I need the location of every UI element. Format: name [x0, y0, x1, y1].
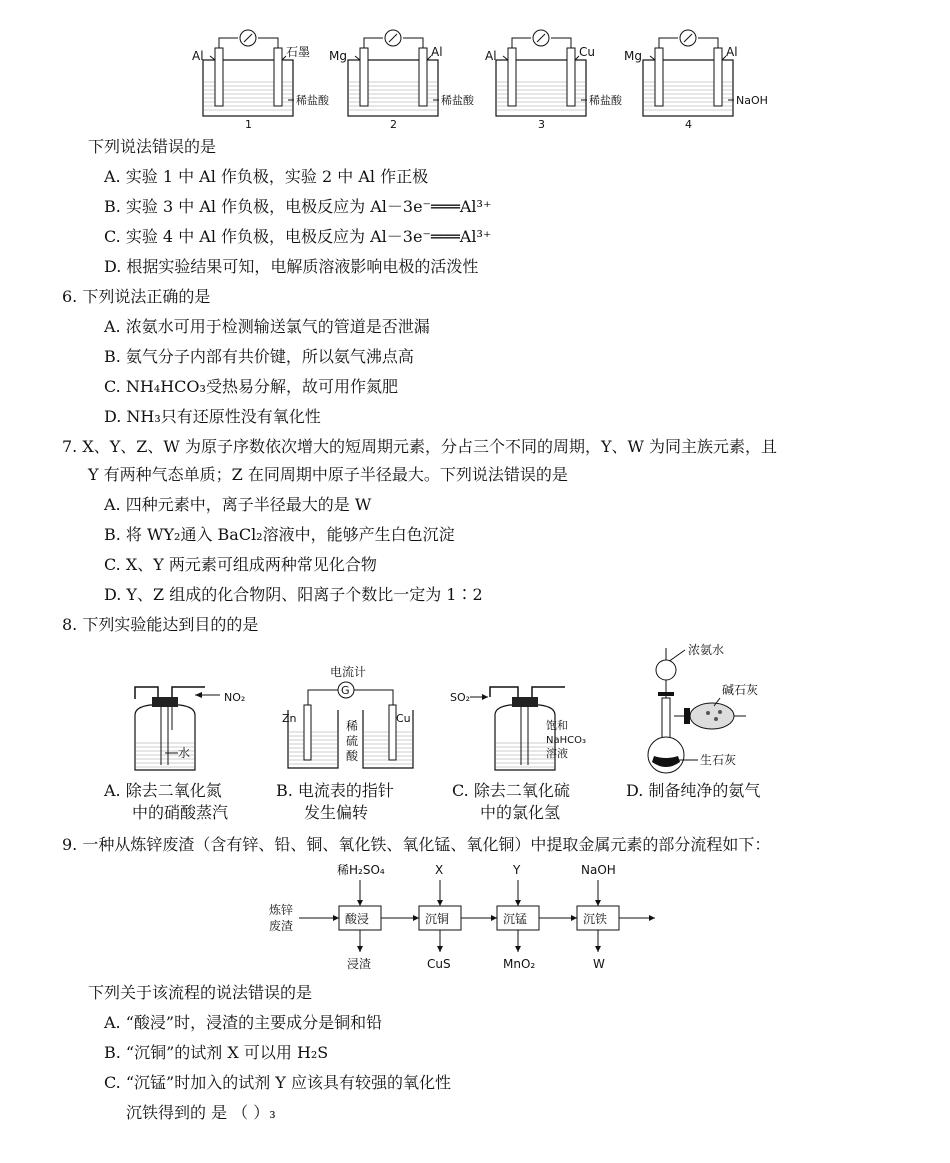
- q8-caption-c-line2: 中的氯化氢: [480, 803, 561, 822]
- q8-caption-a-line2: 中的硝酸蒸汽: [132, 803, 229, 822]
- q8c-gas-label: SO₂: [450, 691, 471, 704]
- flow-input-line2: 废渣: [269, 919, 294, 933]
- cell-4: [624, 30, 768, 131]
- q8-caption-b-line2: 发生偏转: [304, 803, 369, 822]
- cell-3-solution: 稀盐酸: [589, 94, 622, 107]
- q5-option-b: B. 实验 3 中 Al 作负极，电极反应为 Al－3e⁻═══Al³⁺: [104, 197, 492, 216]
- q8b-meter-label: 电流计: [330, 665, 367, 679]
- q6-stem: 6. 下列说法正确的是: [62, 287, 211, 306]
- flow-reagent-1: 稀H₂SO₄: [337, 863, 385, 877]
- cell-4-number: 4: [685, 118, 692, 131]
- top-figure-galvanic-cells: [170, 30, 768, 131]
- q8-caption-d-line1: D. 制备纯净的氨气: [626, 781, 761, 800]
- q5-stem: 下列说法错误的是: [88, 137, 217, 156]
- cell-2-left-label: Mg: [329, 49, 347, 63]
- flow-reagent-3: Y: [513, 863, 521, 877]
- q5-option-c: C. 实验 4 中 Al 作负极，电极反应为 Al－3e⁻═══Al³⁺: [104, 227, 492, 246]
- flow-reagent-2: X: [435, 863, 444, 877]
- cell-3-right-label: Cu: [579, 45, 595, 59]
- q9-stem2: 下列关于该流程的说法错误的是: [88, 983, 313, 1002]
- q8d-bottom-label: 生石灰: [700, 753, 737, 767]
- q8b-right-electrode: Cu: [396, 712, 411, 725]
- q8b-left-electrode: Zn: [282, 712, 297, 725]
- q6-option-c: C. NH₄HCO₃受热易分解，故可用作氮肥: [104, 377, 398, 396]
- q9-option-a: A. “酸浸”时，浸渣的主要成分是铜和铅: [104, 1013, 383, 1032]
- q6-option-d: D. NH₃只有还原性没有氧化性: [104, 407, 321, 426]
- q8d-side-label: 碱石灰: [722, 683, 759, 697]
- q8c-liquid-line1: 饱和: [546, 719, 568, 732]
- cell-3: [485, 30, 623, 131]
- flow-input-line1: 炼锌: [269, 903, 294, 917]
- q8-figure-c: [450, 685, 590, 775]
- flow-reagent-4: NaOH: [581, 863, 616, 877]
- cell-1: [192, 30, 330, 131]
- q6-option-b: B. 氨气分子内部有共价键，所以氨气沸点高: [104, 347, 414, 366]
- q8d-top-label: 浓氨水: [688, 643, 725, 657]
- q8-figure-b: [278, 660, 418, 775]
- q9-option-c: C. “沉锰”时加入的试剂 Y 应该具有较强的氧化性: [104, 1073, 451, 1092]
- q8-caption-a-line1: A. 除去二氧化氮: [104, 781, 222, 800]
- cell-1-left-label: Al: [192, 49, 204, 63]
- q7-stem-line1: 7. X、Y、Z、W 为原子序数依次增大的短周期元素，分占三个不同的周期，Y、W 为同主族元素，且: [62, 437, 778, 456]
- q8c-liquid-line2: NaHCO₃: [546, 735, 586, 746]
- cell-2-right-label: Al: [431, 45, 443, 59]
- flow-step-1-label: 酸浸: [345, 912, 370, 926]
- cell-3-number: 3: [538, 118, 545, 131]
- q8a-liquid-label: 水: [178, 746, 191, 760]
- q8-caption-c-line1: C. 除去二氧化硫: [452, 781, 570, 800]
- flow-product-2: CuS: [427, 957, 451, 971]
- cell-3-left-label: Al: [485, 49, 497, 63]
- cell-1-solution: 稀盐酸: [296, 94, 329, 107]
- q8a-gas-label: NO₂: [224, 691, 246, 704]
- q8-caption-b-line1: B. 电流表的指针: [276, 781, 394, 800]
- cell-1-right-label: 石墨: [286, 45, 311, 59]
- q9-flowchart: [265, 860, 660, 972]
- q5-option-d: D. 根据实验结果可知，电解质溶液影响电极的活泼性: [104, 257, 479, 276]
- q9-stem: 9. 一种从炼锌废渣（含有锌、铅、铜、氧化铁、氧化锰、氧化铜）中提取金属元素的部分流程如下：: [62, 835, 771, 854]
- q9-option-b: B. “沉铜”的试剂 X 可以用 H₂S: [104, 1043, 329, 1062]
- q9-partial-line: 沉铁得到的 是 （ ）₃: [126, 1103, 276, 1122]
- q5-option-a: A. 实验 1 中 Al 作负极，实验 2 中 Al 作正极: [104, 167, 429, 186]
- q8-figure-d: [630, 640, 775, 775]
- cell-2-solution: 稀盐酸: [441, 94, 474, 107]
- q7-option-a: A. 四种元素中，离子半径最大的是 W: [104, 495, 372, 514]
- flow-step-2-label: 沉铜: [425, 912, 450, 926]
- q8c-liquid-line3: 溶液: [546, 747, 568, 760]
- q7-option-d: D. Y、Z 组成的化合物阴、阳离子个数比一定为 1∶2: [104, 585, 483, 604]
- flow-step-4-label: 沉铁: [583, 912, 608, 926]
- q8b-acid-char2: 硫: [346, 734, 359, 748]
- q7-option-c: C. X、Y 两元素可组成两种常见化合物: [104, 555, 377, 574]
- q7-option-b: B. 将 WY₂通入 BaCl₂溶液中，能够产生白色沉淀: [104, 525, 455, 544]
- flow-step-3-label: 沉锰: [503, 912, 528, 926]
- q6-option-a: A. 浓氨水可用于检测输送氯气的管道是否泄漏: [104, 317, 430, 336]
- cell-2: [329, 30, 475, 131]
- q8-stem: 8. 下列实验能达到目的的是: [62, 615, 259, 634]
- cell-1-number: 1: [245, 118, 252, 131]
- q8-figure-a: [120, 685, 250, 775]
- cell-4-solution: NaOH: [736, 94, 768, 107]
- q7-stem-line2: Y 有两种气态单质；Z 在同周期中原子半径最大。下列说法错误的是: [88, 465, 568, 484]
- cell-4-left-label: Mg: [624, 49, 642, 63]
- q8b-g-label: G: [341, 684, 350, 697]
- flow-product-3: MnO₂: [503, 957, 536, 971]
- flow-product-1: 浸渣: [347, 957, 372, 971]
- flow-product-4: W: [593, 957, 605, 971]
- q8b-acid-char3: 酸: [346, 749, 359, 763]
- cell-4-right-label: Al: [726, 45, 738, 59]
- cell-2-number: 2: [390, 118, 397, 131]
- q8b-acid-char1: 稀: [346, 719, 359, 733]
